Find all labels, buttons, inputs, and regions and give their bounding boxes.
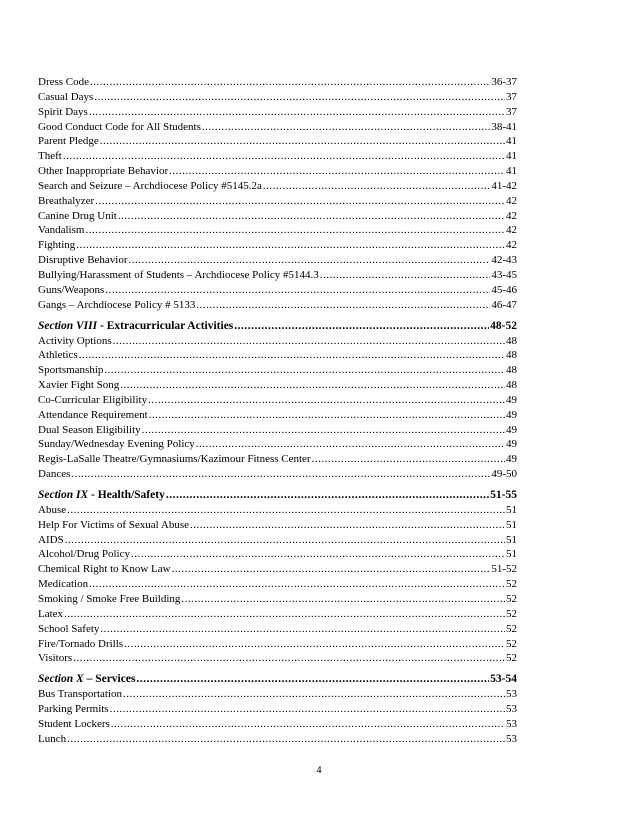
toc-entry-title: Dances <box>38 468 71 481</box>
toc-entry-page: 52 <box>506 578 517 591</box>
toc-entry-page: 41-42 <box>491 179 517 192</box>
toc-entry-page: 53 <box>506 703 517 716</box>
toc-entry-title: Other Inappropriate Behavior <box>38 165 169 178</box>
toc-entry-page: 41 <box>506 165 517 178</box>
toc-entry-title: Gangs – Archdiocese Policy # 5133 <box>38 298 196 311</box>
dot-leader <box>105 283 490 298</box>
toc-entry <box>38 134 517 149</box>
toc-entry-title: Visitors <box>38 652 73 665</box>
section-title: - Extracurricular Activities <box>97 319 234 332</box>
dot-leader <box>263 179 490 194</box>
toc-entry <box>38 702 517 717</box>
toc-entry-title: Disruptive Behavior <box>38 254 128 267</box>
toc-entry-page: 51-52 <box>491 563 517 576</box>
toc-entry-title <box>38 672 135 687</box>
dot-leader <box>123 687 505 702</box>
toc-entry-title: Attendance Requirement <box>38 408 148 421</box>
toc-entry <box>38 577 517 592</box>
toc-entry-title: Good Conduct Code for All Students <box>38 120 201 133</box>
toc-entry-page: 49 <box>506 408 517 421</box>
dot-leader <box>110 702 505 717</box>
dot-leader <box>67 503 505 518</box>
toc-entry-title: Vandalism <box>38 224 85 237</box>
toc-entry-page: 48 <box>506 334 517 347</box>
toc-entry <box>38 622 517 637</box>
dot-leader <box>169 164 505 179</box>
toc-entry <box>38 378 517 393</box>
toc-entry-page: 51 <box>506 533 517 546</box>
toc-entry <box>38 149 517 164</box>
toc-entry <box>38 363 517 378</box>
toc-section-heading <box>38 672 517 687</box>
toc-entry-page: 48 <box>506 349 517 362</box>
toc-entry-title: School Safety <box>38 622 100 635</box>
toc-entry-page: 49 <box>506 393 517 406</box>
toc-entry <box>38 518 517 533</box>
toc-entry-page: 49 <box>506 423 517 436</box>
toc-entry-title: Dual Season Eligibility <box>38 423 141 436</box>
dot-leader <box>104 363 505 378</box>
dot-leader <box>111 717 505 732</box>
section-title: - Health/Safety <box>88 488 165 501</box>
toc-entry-page: 53-54 <box>490 673 517 686</box>
toc-entry-page: 52 <box>506 622 517 635</box>
toc-entry-title: Parent Pledge <box>38 135 99 148</box>
dot-leader <box>118 209 505 224</box>
dot-leader <box>76 238 505 253</box>
toc-entry <box>38 223 517 238</box>
toc-entry-title: Smoking / Smoke Free Building <box>38 593 181 605</box>
toc-entry-title: Medication <box>38 578 89 591</box>
dot-leader <box>148 393 505 408</box>
dot-leader <box>142 423 505 438</box>
dot-leader <box>129 253 491 268</box>
dot-leader <box>120 378 505 393</box>
toc-entry-title: Sportsmanship <box>38 364 104 377</box>
toc-entry <box>38 253 517 268</box>
dot-leader <box>190 518 505 533</box>
toc-entry <box>38 238 517 253</box>
table-of-contents <box>38 75 517 747</box>
toc-entry <box>38 105 517 120</box>
toc-entry <box>38 452 517 467</box>
dot-leader <box>172 562 491 577</box>
toc-entry <box>38 334 517 349</box>
toc-entry-page: 42 <box>506 239 517 252</box>
dot-leader <box>85 223 505 238</box>
toc-entry-page: 48 <box>506 364 517 377</box>
toc-entry-title: Spirit Days <box>38 105 88 118</box>
toc-entry-title: Co-Curricular Eligibility <box>38 393 148 406</box>
toc-entry-page: 48 <box>506 379 517 392</box>
dot-leader <box>196 298 490 313</box>
toc-entry-page: 49 <box>506 438 517 451</box>
dot-leader <box>181 592 505 607</box>
toc-entry-page: 42 <box>506 194 517 207</box>
toc-entry <box>38 562 517 577</box>
dot-leader <box>79 348 505 363</box>
toc-entry <box>38 283 517 298</box>
dot-leader <box>113 334 505 349</box>
toc-entry <box>38 393 517 408</box>
toc-entry <box>38 164 517 179</box>
toc-entry <box>38 179 517 194</box>
toc-entry-page: 51 <box>506 548 517 561</box>
dot-leader <box>94 90 505 105</box>
toc-entry-title: Chemical Right to Know Law <box>38 563 171 576</box>
dot-leader <box>65 533 505 548</box>
toc-entry <box>38 437 517 452</box>
toc-entry-title: Guns/Weapons <box>38 283 105 296</box>
dot-leader <box>89 105 505 120</box>
dot-leader <box>166 488 489 503</box>
toc-entry-page: 42 <box>506 209 517 222</box>
toc-entry-page: 49 <box>506 453 517 466</box>
toc-entry-title: Help For Victims of Sexual Abuse <box>38 518 189 531</box>
dot-leader <box>136 672 489 687</box>
toc-entry-page: 45-46 <box>491 283 517 296</box>
dot-leader <box>64 607 505 622</box>
toc-section-heading <box>38 488 517 503</box>
section-title: – Services <box>83 673 136 686</box>
toc-entry-page: 52 <box>506 593 517 605</box>
page-number: 4 <box>316 765 322 776</box>
toc-entry-page: 52 <box>506 637 517 650</box>
toc-entry <box>38 607 517 622</box>
dot-leader <box>149 408 505 423</box>
dot-leader <box>320 268 491 283</box>
toc-entry-page: 53 <box>506 732 517 745</box>
toc-entry <box>38 408 517 423</box>
toc-entry <box>38 651 517 666</box>
toc-entry <box>38 209 517 224</box>
toc-entry-title: Search and Seizure – Archdiocese Policy #5145.2a <box>38 179 262 192</box>
toc-entry-page: 36-37 <box>491 76 517 88</box>
toc-entry <box>38 90 517 105</box>
toc-entry-title: Regis-LaSalle Theatre/Gymnasiums/Kazimour Fitness Center <box>38 453 311 466</box>
toc-entry <box>38 547 517 562</box>
toc-entry-page: 46-47 <box>491 298 517 311</box>
toc-entry-title: Fighting <box>38 239 76 252</box>
toc-entry-title: Fire/Tornado Drills <box>38 637 124 650</box>
toc-entry-title: AIDS <box>38 533 64 546</box>
section-label: Section IX <box>38 488 89 501</box>
toc-entry-page: 41 <box>506 150 517 163</box>
dot-leader <box>89 577 505 592</box>
section-label: Section VIII <box>38 319 98 332</box>
toc-entry <box>38 717 517 732</box>
dot-leader <box>90 75 490 90</box>
toc-entry <box>38 194 517 209</box>
toc-entry-title <box>38 319 233 334</box>
toc-entry-page: 51 <box>506 503 517 516</box>
toc-entry-page: 51-55 <box>490 488 517 501</box>
toc-entry-title: Theft <box>38 150 62 163</box>
toc-entry <box>38 503 517 518</box>
toc-entry-title: Dress Code <box>38 76 90 88</box>
dot-leader <box>202 120 490 135</box>
toc-entry-title: Bullying/Harassment of Students – Archdiocese Policy #5144.3 <box>38 268 319 281</box>
toc-entry <box>38 268 517 283</box>
toc-entry <box>38 732 517 747</box>
toc-entry-page: 38-41 <box>491 120 517 133</box>
toc-entry-title: Bus Transportation <box>38 688 123 701</box>
toc-entry-title: Student Lockers <box>38 717 110 730</box>
dot-leader <box>100 622 505 637</box>
toc-entry <box>38 533 517 548</box>
toc-entry-page: 42 <box>506 224 517 237</box>
toc-entry-title: Casual Days <box>38 90 94 103</box>
toc-entry <box>38 298 517 313</box>
toc-entry-title <box>38 488 165 503</box>
toc-entry <box>38 637 517 652</box>
toc-entry-title: Alcohol/Drug Policy <box>38 548 130 561</box>
toc-entry <box>38 687 517 702</box>
dot-leader <box>131 547 505 562</box>
toc-entry-page: 49-50 <box>491 468 517 481</box>
toc-entry <box>38 348 517 363</box>
dot-leader <box>95 194 505 209</box>
dot-leader <box>234 319 489 334</box>
dot-leader <box>124 637 505 652</box>
dot-leader <box>196 437 505 452</box>
toc-entry <box>38 467 517 482</box>
dot-leader <box>73 651 505 666</box>
toc-entry-page: 37 <box>506 105 517 118</box>
toc-entry-page: 48-52 <box>490 319 517 332</box>
dot-leader <box>67 732 505 747</box>
toc-entry-title: Sunday/Wednesday Evening Policy <box>38 438 195 451</box>
toc-section-heading <box>38 319 517 334</box>
toc-entry-page: 43-45 <box>491 268 517 281</box>
dot-leader <box>312 452 505 467</box>
toc-entry-title: Lunch <box>38 732 67 745</box>
toc-entry-page: 53 <box>506 688 517 701</box>
toc-entry-page: 42-43 <box>491 254 517 267</box>
toc-entry-page: 51 <box>506 518 517 531</box>
toc-entry-title: Latex <box>38 607 64 620</box>
toc-entry <box>38 75 517 90</box>
toc-entry-title: Xavier Fight Song <box>38 379 120 392</box>
toc-entry-title: Canine Drug Unit <box>38 209 117 222</box>
toc-entry-title: Activity Options <box>38 334 112 347</box>
toc-entry-title: Breathalyzer <box>38 194 95 207</box>
toc-entry-page: 53 <box>506 717 517 730</box>
toc-entry <box>38 592 517 607</box>
toc-entry-title: Athletics <box>38 349 78 362</box>
dot-leader <box>71 467 490 482</box>
dot-leader <box>100 134 505 149</box>
toc-entry-title: Parking Permits <box>38 703 109 716</box>
toc-entry-page: 37 <box>506 90 517 103</box>
toc-entry <box>38 120 517 135</box>
toc-entry-page: 52 <box>506 652 517 665</box>
toc-entry-page: 41 <box>506 135 517 148</box>
dot-leader <box>63 149 505 164</box>
toc-entry <box>38 423 517 438</box>
toc-entry-title: Abuse <box>38 503 67 516</box>
toc-entry-page: 52 <box>506 607 517 620</box>
section-label: Section X <box>38 673 84 686</box>
